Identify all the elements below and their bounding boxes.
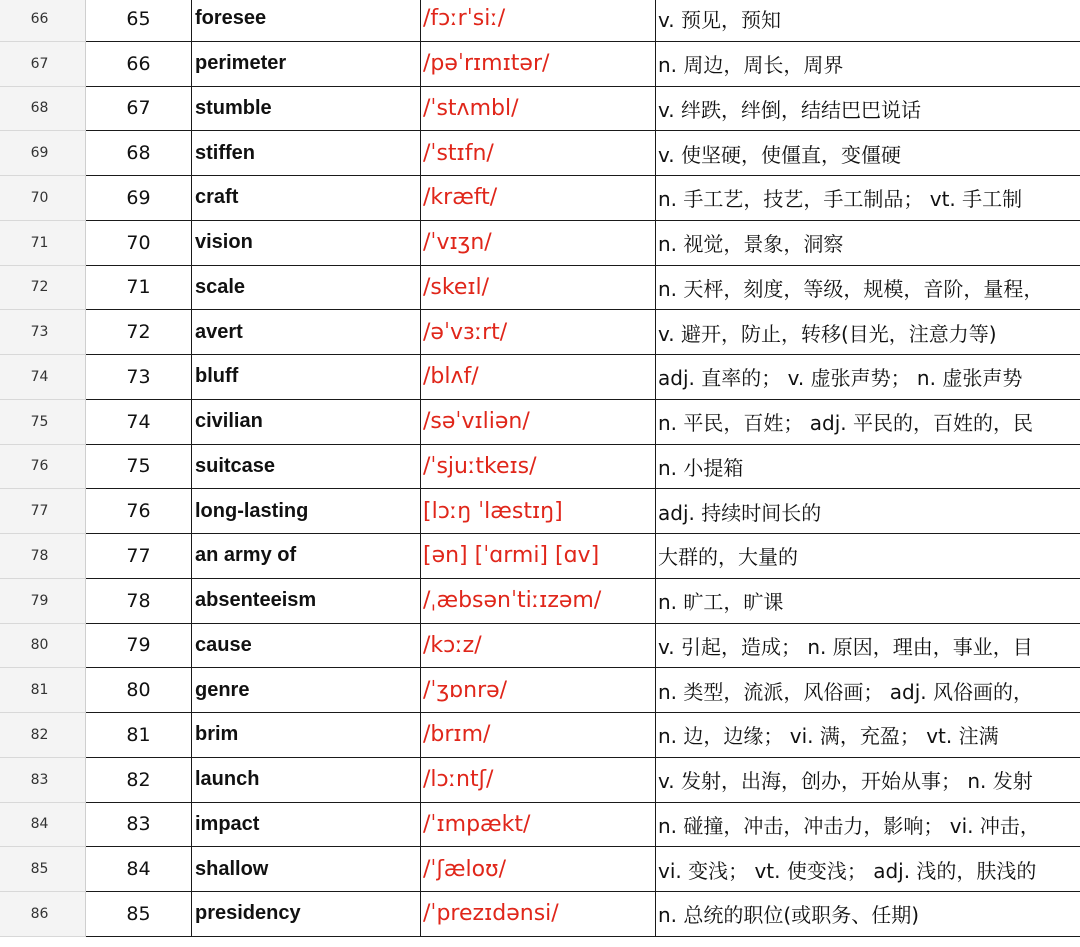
index-cell[interactable]: 84 bbox=[86, 847, 192, 892]
row-header[interactable]: 84 bbox=[0, 803, 86, 848]
word-cell[interactable]: stumble bbox=[192, 87, 421, 132]
phonetic-cell[interactable]: /ˈstʌmbl/ bbox=[421, 87, 656, 132]
index-cell[interactable]: 66 bbox=[86, 42, 192, 87]
phonetic-cell[interactable]: [lɔːŋ ˈlæstɪŋ] bbox=[421, 489, 656, 534]
phonetic-cell[interactable]: /ˈɪmpækt/ bbox=[421, 803, 656, 848]
meaning-cell[interactable]: v. 使坚硬，使僵直，变僵硬 bbox=[656, 131, 1080, 176]
row-header[interactable]: 85 bbox=[0, 847, 86, 892]
meaning-cell[interactable]: n. 碰撞，冲击，冲击力，影响； vi. 冲击， bbox=[656, 803, 1080, 848]
meaning-cell[interactable]: n. 周边，周长，周界 bbox=[656, 42, 1080, 87]
row-header[interactable]: 80 bbox=[0, 624, 86, 669]
row-header[interactable]: 69 bbox=[0, 131, 86, 176]
meaning-cell[interactable]: n. 旷工，旷课 bbox=[656, 579, 1080, 624]
meaning-cell[interactable]: v. 发射，出海，创办，开始从事； n. 发射 bbox=[656, 758, 1080, 803]
row-header[interactable]: 81 bbox=[0, 668, 86, 713]
word-cell[interactable]: suitcase bbox=[192, 445, 421, 490]
phonetic-cell[interactable]: /pəˈrɪmɪtər/ bbox=[421, 42, 656, 87]
phonetic-cell[interactable]: /kɔːz/ bbox=[421, 624, 656, 669]
row-header[interactable]: 71 bbox=[0, 221, 86, 266]
meaning-cell[interactable]: v. 避开，防止，转移(目光，注意力等) bbox=[656, 310, 1080, 355]
index-cell[interactable]: 85 bbox=[86, 892, 192, 937]
index-cell[interactable]: 68 bbox=[86, 131, 192, 176]
row-header[interactable]: 70 bbox=[0, 176, 86, 221]
word-cell[interactable]: vision bbox=[192, 221, 421, 266]
index-cell[interactable]: 73 bbox=[86, 355, 192, 400]
index-cell[interactable]: 71 bbox=[86, 266, 192, 311]
phonetic-cell[interactable]: /blʌf/ bbox=[421, 355, 656, 400]
phonetic-cell[interactable]: /ˈstɪfn/ bbox=[421, 131, 656, 176]
word-cell[interactable]: impact bbox=[192, 803, 421, 848]
index-cell[interactable]: 79 bbox=[86, 624, 192, 669]
meaning-cell[interactable]: n. 平民，百姓； adj. 平民的，百姓的，民 bbox=[656, 400, 1080, 445]
word-cell[interactable]: perimeter bbox=[192, 42, 421, 87]
phonetic-cell[interactable]: /ˈprezɪdənsi/ bbox=[421, 892, 656, 937]
meaning-cell[interactable]: v. 绊跌，绊倒，结结巴巴说话 bbox=[656, 87, 1080, 132]
phonetic-cell[interactable]: /səˈvɪliən/ bbox=[421, 400, 656, 445]
phonetic-cell[interactable]: /kræft/ bbox=[421, 176, 656, 221]
phonetic-cell[interactable]: /ˈvɪʒn/ bbox=[421, 221, 656, 266]
index-cell[interactable]: 78 bbox=[86, 579, 192, 624]
word-cell[interactable]: craft bbox=[192, 176, 421, 221]
word-cell[interactable]: foresee bbox=[192, 0, 421, 42]
word-cell[interactable]: stiffen bbox=[192, 131, 421, 176]
word-cell[interactable]: genre bbox=[192, 668, 421, 713]
index-cell[interactable]: 65 bbox=[86, 0, 192, 42]
phonetic-cell[interactable]: [ən] [ˈɑrmi] [ɑv] bbox=[421, 534, 656, 579]
meaning-cell[interactable]: vi. 变浅； vt. 使变浅； adj. 浅的，肤浅的 bbox=[656, 847, 1080, 892]
word-cell[interactable]: bluff bbox=[192, 355, 421, 400]
phonetic-cell[interactable]: /fɔːrˈsiː/ bbox=[421, 0, 656, 42]
phonetic-cell[interactable]: /lɔːntʃ/ bbox=[421, 758, 656, 803]
row-header[interactable]: 67 bbox=[0, 42, 86, 87]
index-cell[interactable]: 77 bbox=[86, 534, 192, 579]
index-cell[interactable]: 67 bbox=[86, 87, 192, 132]
meaning-cell[interactable]: adj. 持续时间长的 bbox=[656, 489, 1080, 534]
meaning-cell[interactable]: n. 总统的职位(或职务、任期) bbox=[656, 892, 1080, 937]
phonetic-cell[interactable]: /ˌæbsənˈtiːɪzəm/ bbox=[421, 579, 656, 624]
word-cell[interactable]: presidency bbox=[192, 892, 421, 937]
row-header[interactable]: 82 bbox=[0, 713, 86, 758]
index-cell[interactable]: 76 bbox=[86, 489, 192, 534]
row-header[interactable]: 76 bbox=[0, 445, 86, 490]
phonetic-cell[interactable]: /ˈʃæloʊ/ bbox=[421, 847, 656, 892]
meaning-cell[interactable]: n. 小提箱 bbox=[656, 445, 1080, 490]
index-cell[interactable]: 82 bbox=[86, 758, 192, 803]
phonetic-cell[interactable]: /ˈsjuːtkeɪs/ bbox=[421, 445, 656, 490]
meaning-cell[interactable]: adj. 直率的； v. 虚张声势； n. 虚张声势 bbox=[656, 355, 1080, 400]
row-header[interactable]: 66 bbox=[0, 0, 86, 42]
meaning-cell[interactable]: v. 引起，造成； n. 原因，理由，事业，目 bbox=[656, 624, 1080, 669]
phonetic-cell[interactable]: /əˈvɜːrt/ bbox=[421, 310, 656, 355]
row-header[interactable]: 79 bbox=[0, 579, 86, 624]
word-cell[interactable]: civilian bbox=[192, 400, 421, 445]
meaning-cell[interactable]: n. 边，边缘； vi. 满，充盈； vt. 注满 bbox=[656, 713, 1080, 758]
meaning-cell[interactable]: 大群的，大量的 bbox=[656, 534, 1080, 579]
word-cell[interactable]: long-lasting bbox=[192, 489, 421, 534]
word-cell[interactable]: avert bbox=[192, 310, 421, 355]
phonetic-cell[interactable]: /skeɪl/ bbox=[421, 266, 656, 311]
word-cell[interactable]: scale bbox=[192, 266, 421, 311]
index-cell[interactable]: 72 bbox=[86, 310, 192, 355]
index-cell[interactable]: 69 bbox=[86, 176, 192, 221]
index-cell[interactable]: 74 bbox=[86, 400, 192, 445]
meaning-cell[interactable]: v. 预见，预知 bbox=[656, 0, 1080, 42]
row-header[interactable]: 73 bbox=[0, 310, 86, 355]
index-cell[interactable]: 75 bbox=[86, 445, 192, 490]
word-cell[interactable]: brim bbox=[192, 713, 421, 758]
phonetic-cell[interactable]: /brɪm/ bbox=[421, 713, 656, 758]
row-header[interactable]: 77 bbox=[0, 489, 86, 534]
index-cell[interactable]: 70 bbox=[86, 221, 192, 266]
meaning-cell[interactable]: n. 视觉，景象，洞察 bbox=[656, 221, 1080, 266]
row-header[interactable]: 75 bbox=[0, 400, 86, 445]
phonetic-cell[interactable]: /ˈʒɒnrə/ bbox=[421, 668, 656, 713]
word-cell[interactable]: an army of bbox=[192, 534, 421, 579]
meaning-cell[interactable]: n. 类型，流派，风俗画； adj. 风俗画的， bbox=[656, 668, 1080, 713]
word-cell[interactable]: cause bbox=[192, 624, 421, 669]
row-header[interactable]: 72 bbox=[0, 266, 86, 311]
index-cell[interactable]: 81 bbox=[86, 713, 192, 758]
row-header[interactable]: 83 bbox=[0, 758, 86, 803]
index-cell[interactable]: 80 bbox=[86, 668, 192, 713]
meaning-cell[interactable]: n. 天枰，刻度，等级，规模，音阶，量程， bbox=[656, 266, 1080, 311]
word-cell[interactable]: absenteeism bbox=[192, 579, 421, 624]
meaning-cell[interactable]: n. 手工艺，技艺，手工制品； vt. 手工制 bbox=[656, 176, 1080, 221]
row-header[interactable]: 74 bbox=[0, 355, 86, 400]
row-header[interactable]: 86 bbox=[0, 892, 86, 937]
word-cell[interactable]: shallow bbox=[192, 847, 421, 892]
row-header[interactable]: 78 bbox=[0, 534, 86, 579]
index-cell[interactable]: 83 bbox=[86, 803, 192, 848]
word-cell[interactable]: launch bbox=[192, 758, 421, 803]
row-header[interactable]: 68 bbox=[0, 87, 86, 132]
